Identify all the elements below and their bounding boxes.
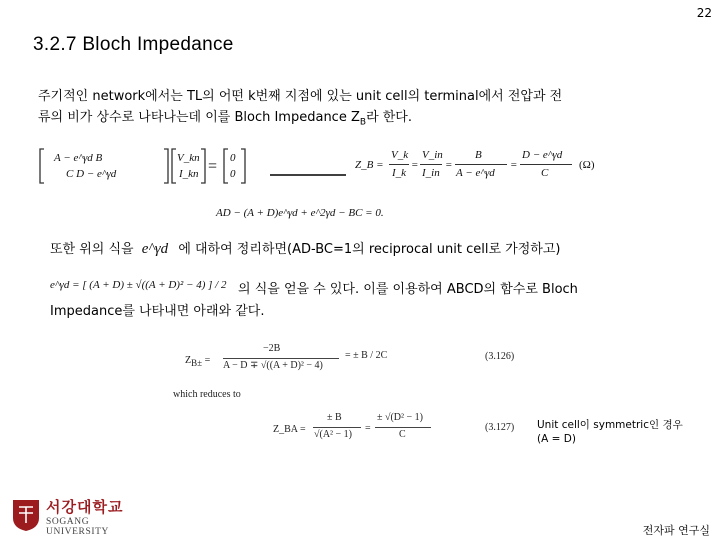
- matrix-equation: [38, 146, 258, 186]
- intro-line-2: 류의 비가 상수로 나타나는데 이를 Bloch Impedance $Z_B$라 한다.: [38, 110, 413, 128]
- bloch-impedance-equation: Z_B = V_k I_k = V_in I_in = B A − e^γd = D − e^γd C (Ω): [355, 149, 595, 179]
- eq3126-label: (3.126): [485, 351, 515, 362]
- zb-frac1-num: B: [475, 149, 482, 161]
- zb-ratio-den: I_k: [392, 167, 407, 179]
- zb-ratio-num: V_k: [391, 149, 409, 161]
- zb-ratio2-den: I_in: [422, 167, 440, 179]
- logo-english: SOGANG UNIVERSITY: [46, 517, 109, 537]
- vector-row-2: I_kn: [179, 168, 199, 180]
- zb-frac2-num: D − e^γd: [522, 149, 563, 161]
- zero-row-2: 0: [230, 168, 236, 180]
- vector-row-1: V_kn: [177, 152, 200, 164]
- zb-frac2-den: C: [541, 167, 549, 179]
- eq3126-den: A − D ∓ √((A + D)² − 4): [223, 360, 323, 371]
- implies-arrow: [270, 164, 350, 183]
- eq3127-num: ± B: [327, 412, 342, 423]
- svg-text:=: =: [208, 158, 218, 175]
- line-4-continued: Impedance를 나타내면 아래와 같다.: [50, 304, 265, 319]
- zb-lhs: Z_B =: [355, 159, 384, 171]
- reduces-to: which reduces to: [173, 389, 241, 400]
- page-number: 22: [696, 6, 712, 20]
- eq3127-right-num: ± √(D² − 1): [377, 412, 423, 423]
- university-emblem-icon: [10, 498, 42, 532]
- matrix-row-2: C D − e^γd: [66, 168, 117, 180]
- footer-lab-name: 전자파 연구실: [642, 524, 710, 537]
- matrix-row-1: A − e^γd B: [54, 152, 103, 164]
- equation-3-127: Z_BA = ± B √(A² − 1) = ± √(D² − 1) C (3.127): [273, 412, 515, 440]
- eq3126-equals: = ± B / 2C: [345, 350, 388, 361]
- line-4: 의 식을 얻을 수 있다. 이를 이용하여 ABCD의 함수로 Bloch: [238, 282, 578, 297]
- solution-equation: e^γd = [ (A + D) ± √((A + D)² − 4) ] / 2: [50, 279, 227, 291]
- symmetric-note: Unit cell이 symmetric인 경우 (A = D): [537, 419, 683, 445]
- sogang-logo: [10, 498, 150, 537]
- section-title: 3.2.7 Bloch Impedance: [33, 34, 234, 55]
- zb-frac1-den: A − e^γd: [456, 167, 495, 179]
- logo-korean: 서강대학교: [46, 498, 124, 516]
- zero-row-1: 0: [230, 152, 236, 164]
- zb-ratio2-num: V_in: [422, 149, 443, 161]
- intro-paragraph: [38, 86, 698, 134]
- eq3127-right-den: C: [399, 429, 406, 440]
- eq3127-label: (3.127): [485, 422, 515, 433]
- equation-3-126: $Z_{B\pm}$ = −2B A − D ∓ √((A + D)² − 4) = ± B / 2C (3.126): [185, 343, 515, 371]
- zb-unit: (Ω): [579, 159, 595, 171]
- eq3126-num: −2B: [263, 343, 281, 354]
- eq3127-lhs: Z_BA =: [273, 424, 306, 435]
- determinant-equation: AD − (A + D)e^γd + e^2γd − BC = 0.: [216, 207, 384, 219]
- line-3: 또한 위의 식을 e^γd 에 대하여 정리하면(AD-BC=1의 reciprocal unit cell로 가정하고): [50, 241, 561, 257]
- eq3127-den: √(A² − 1): [314, 429, 353, 440]
- gamma-exp: e^γd: [141, 241, 169, 257]
- intro-line-1: 주기적인 network에서는 TL의 어떤 k번째 지점에 있는 unit cell의 terminal에서 전압과 전: [38, 89, 563, 104]
